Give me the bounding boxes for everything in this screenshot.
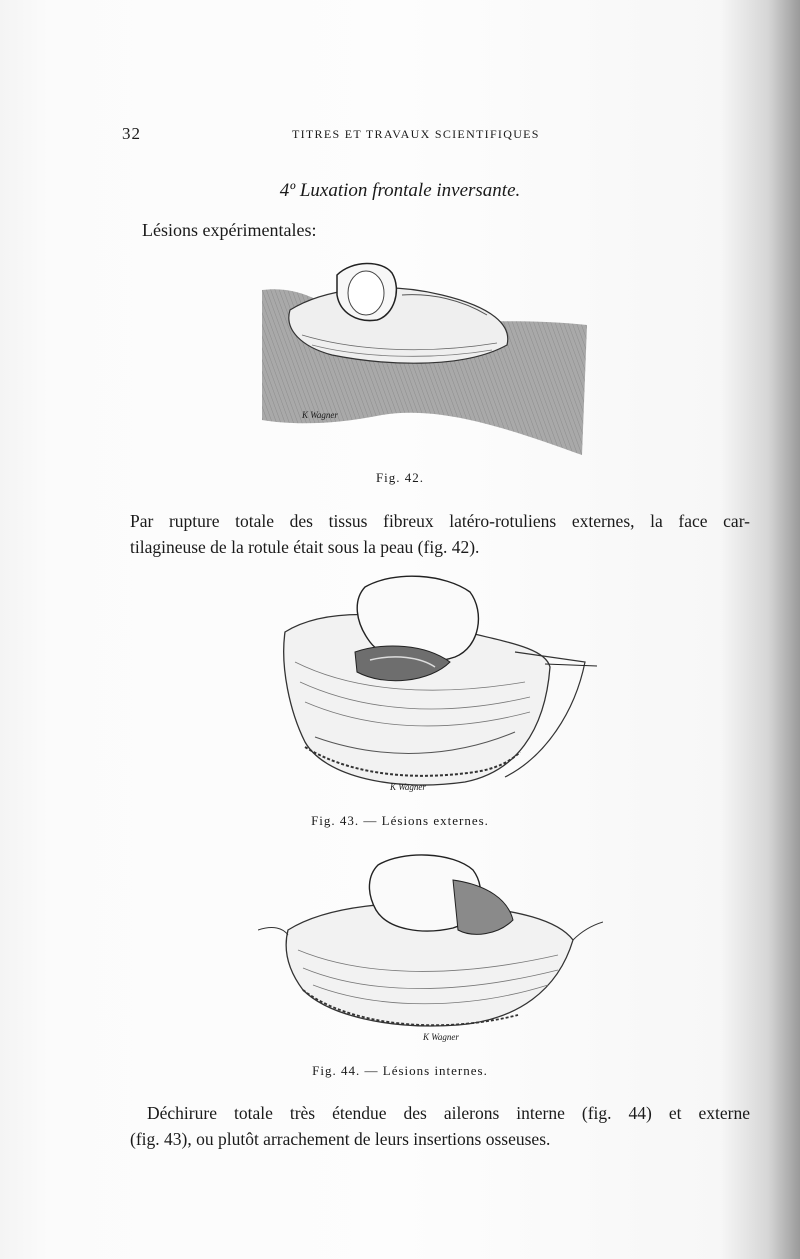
figure-44-signature: K Wagner: [423, 1032, 459, 1042]
paragraph-1: [130, 508, 750, 560]
page-header: [122, 124, 742, 148]
figure-42-caption: Fig. 42.: [375, 470, 425, 485]
figure-43-caption: Fig. 43. — Lésions externes.: [311, 813, 489, 828]
paragraph-2-line-2: (fig. 43), ou plutôt arrachement de leurs insertions osseuses.: [130, 1129, 551, 1149]
figure-42-illustration: [262, 255, 587, 455]
intro-label: Lésions expérimentales:: [142, 220, 317, 240]
figure-43-signature: K Wagner: [390, 782, 426, 792]
figure-44-illustration: [258, 850, 603, 1050]
running-title: TITRES ET TRAVAUX SCIENTIFIQUES: [292, 127, 540, 141]
paragraph-2: [130, 1100, 750, 1152]
figure-44-caption: Fig. 44. — Lésions internes.: [312, 1063, 488, 1078]
section-title: 4º Luxation frontale inversante.: [279, 180, 521, 201]
page-number: 32: [122, 124, 141, 143]
paragraph-1-line-2: tilagineuse de la rotule était sous la peau (fig. 42).: [130, 537, 480, 557]
figure-42-signature: K Wagner: [302, 410, 338, 420]
paragraph-1-line-1: Par rupture totale des tissus fibreux latéro-rotuliens externes, la face car-: [130, 511, 750, 531]
paragraph-2-line-1: Déchirure totale très étendue des ailerons interne (fig. 44) et externe: [147, 1103, 750, 1123]
figure-43-illustration: [245, 572, 600, 802]
